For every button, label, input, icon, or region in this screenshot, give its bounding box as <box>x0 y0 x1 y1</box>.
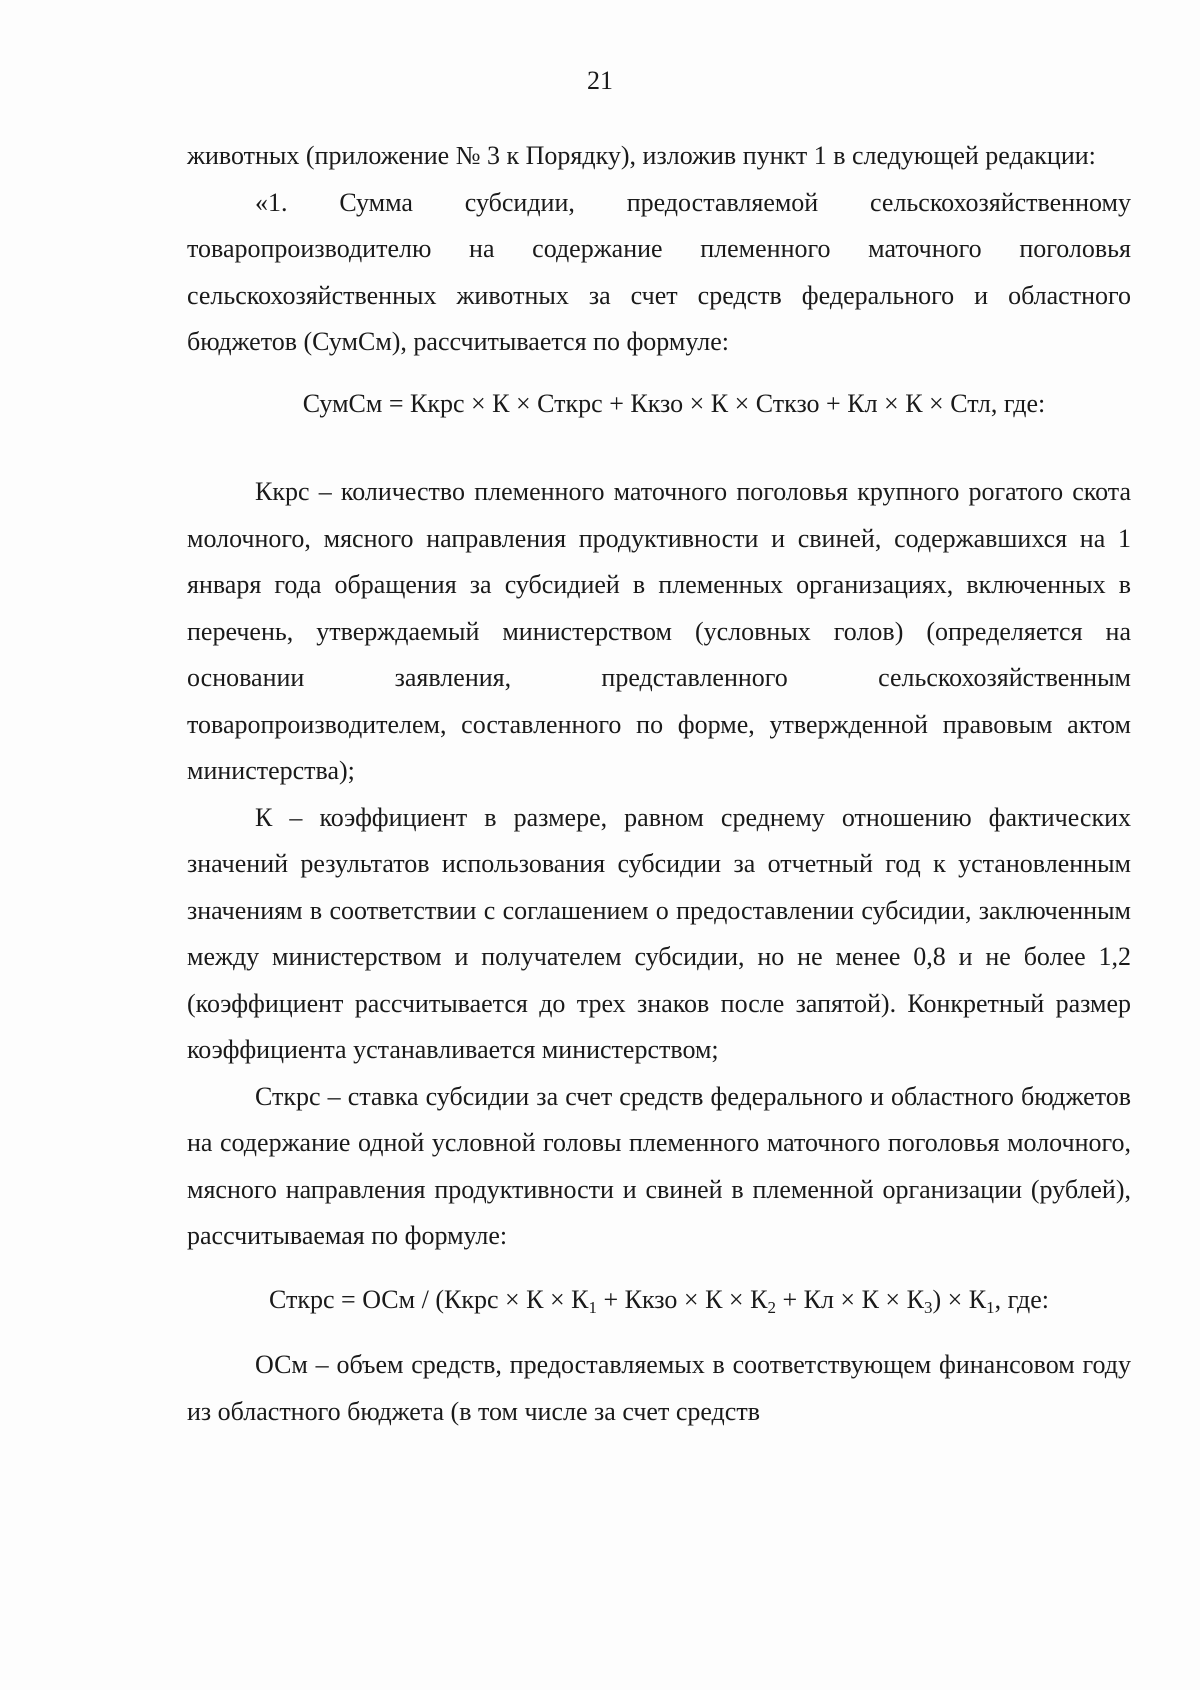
definition-kkrs: Ккрс – количество племенного маточного поголовья крупного рогатого скота молочного, мясного направления продуктивности и свиней, содержавшихся на 1 января года обращения за субсидией в племенных организациях, включенных в перечень, утверждаемый министерством (условных голов) (определяется на основании заявления, представленного сельскохозяйственным товаропроизводителем, составленного по форме, утвержденной правовым актом министерства); <box>187 477 1131 785</box>
formula-sumsm: СумСм = Ккрс × К × Сткрс + Ккзо × К × Сткзо + Кл × К × Стл, где: <box>302 388 1046 418</box>
item-1-paragraph: «1. Сумма субсидии, предоставляемой сельскохозяйственному товаропроизводителю на содержание племенного маточного поголовья сельскохозяйственных животных за счет средств федерального и областного бюджетов (СумСм), рассчитывается по формуле: <box>187 187 1131 356</box>
definition-k: К – коэффициент в размере, равном среднему отношению фактических значений результатов использования субсидии за отчетный год к установленным значениям в соответствии с соглашением о предоставлении субсидии, заключенным между министерством и получателем субсидии, но не менее 0,8 и не более 1,2 (коэффициент рассчитывается до трех знаков после запятой). Конкретный размер коэффициента устанавливается министерством; <box>187 802 1131 1064</box>
formula-stkrs-part: , где: <box>994 1284 1049 1314</box>
formula-stkrs <box>187 1260 1131 1343</box>
formula-subscript: 2 <box>767 1297 776 1317</box>
page-number: 21 <box>587 66 613 95</box>
definition-osm: ОСм – объем средств, предоставляемых в соответствующем финансовом году из областного бюджета (в том числе за счет средств <box>187 1350 1131 1426</box>
document-body <box>187 133 1131 1435</box>
formula-stkrs-part: + Ккзо × К × К <box>597 1284 768 1314</box>
intro-paragraph: животных (приложение № 3 к Порядку), изложив пункт 1 в следующей редакции: <box>187 141 1096 170</box>
formula-subscript: 1 <box>986 1297 995 1317</box>
formula-subscript: 1 <box>588 1297 598 1317</box>
formula-stkrs-part: Сткрс = ОСм / (Ккрс × К × К <box>269 1284 589 1314</box>
formula-subscript: 3 <box>923 1297 933 1317</box>
formula-stkrs-part: ) × К <box>932 1284 987 1314</box>
definition-stkrs: Сткрс – ставка субсидии за счет средств федерального и областного бюджетов на содержание одной условной головы племенного маточного поголовья молочного, мясного направления продуктивности и свиней в племенной организации (рублей), рассчитываемая по формуле: <box>187 1081 1131 1250</box>
formula-stkrs-part: + Кл × К × К <box>775 1284 924 1314</box>
